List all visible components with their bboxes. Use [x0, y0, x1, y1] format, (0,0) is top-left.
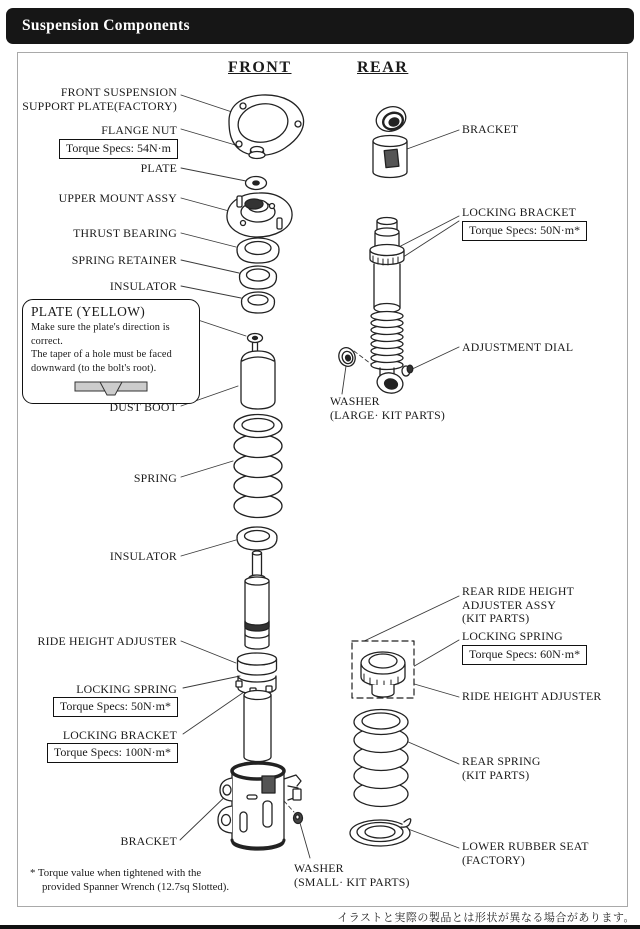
label-flange-nut: FLANGE NUT	[101, 123, 177, 137]
label-bracket-front: BRACKET	[120, 834, 177, 848]
front-thrust-bearing-art	[237, 238, 279, 263]
label-washer-small: WASHER (SMALL· KIT PARTS)	[294, 861, 410, 889]
rear-spring-art	[354, 710, 408, 807]
label-thrust-bearing: THRUST BEARING	[73, 226, 177, 240]
torque-box-locking-bracket-rear: Torque Specs: 50N·m*	[462, 221, 587, 241]
front-washer-small-art	[294, 813, 303, 824]
torque-box-locking-bracket-front: Torque Specs: 100N·m*	[47, 743, 178, 763]
label-ride-height-adjuster-front: RIDE HEIGHT ADJUSTER	[37, 634, 177, 648]
torque-box-flange-nut: Torque Specs: 54N·m	[59, 139, 178, 159]
rear-shock-art	[370, 218, 413, 396]
label-insulator-upper: INSULATOR	[109, 279, 177, 293]
torque-box-locking-spring-rear: Torque Specs: 60N·m*	[462, 645, 587, 665]
front-support-plate-art	[229, 95, 304, 156]
front-spring-retainer-art	[240, 266, 277, 289]
label-upper-mount: UPPER MOUNT ASSY	[58, 191, 177, 205]
rear-bracket-art	[373, 103, 409, 178]
label-front-support-plate: FRONT SUSPENSION SUPPORT PLATE(FACTORY)	[22, 85, 177, 113]
note-box-text-1: Make sure the plate's direction is correct.	[31, 322, 170, 347]
footnote: * Torque value when tightened with the provided Spanner Wrench (12.7sq Slotted).	[30, 867, 230, 893]
column-header-rear: REAR	[357, 59, 409, 76]
bottom-divider-bar	[0, 925, 640, 929]
front-upper-mount-art	[227, 193, 292, 237]
front-insulator-upper-art	[242, 292, 275, 313]
label-adjustment-dial: ADJUSTMENT DIAL	[462, 340, 574, 354]
front-insulator-lower-art	[237, 527, 277, 550]
note-box-plate-yellow	[22, 299, 200, 404]
label-rear-spring: REAR SPRING (KIT PARTS)	[462, 754, 541, 782]
page-title: Suspension Components	[22, 17, 190, 34]
label-spring-retainer: SPRING RETAINER	[71, 253, 177, 267]
rear-rubber-seat-art	[350, 819, 411, 846]
rear-washer-large-art	[336, 345, 358, 368]
rear-adjuster-assy-art	[352, 641, 414, 698]
plate-cross-section-icon	[74, 380, 148, 397]
label-insulator-lower: INSULATOR	[109, 549, 177, 563]
front-dust-boot-art	[241, 351, 275, 409]
leader-lines	[180, 95, 459, 858]
label-spring: SPRING	[133, 471, 177, 485]
label-lower-rubber-seat: LOWER RUBBER SEAT (FACTORY)	[462, 839, 589, 867]
note-box-title: PLATE (YELLOW)	[31, 304, 146, 319]
note-box-text-2: The taper of a hole must be faced downward (to the bolt's root).	[31, 349, 172, 374]
label-washer-large: WASHER (LARGE· KIT PARTS)	[330, 394, 445, 422]
torque-box-locking-spring-front: Torque Specs: 50N·m*	[53, 697, 178, 717]
front-flange-nut-art	[249, 147, 265, 159]
front-plate-art	[246, 177, 267, 190]
label-locking-spring-rear: LOCKING SPRING	[462, 629, 563, 643]
jp-disclaimer-note: イラストと実際の製品とは形状が異なる場合があります。	[337, 911, 635, 924]
label-dust-boot: DUST BOOT	[109, 400, 177, 414]
label-locking-bracket-rear: LOCKING BRACKET	[462, 205, 577, 219]
label-plate: PLATE	[140, 161, 177, 175]
label-bracket-rear: BRACKET	[462, 122, 519, 136]
front-strut-art	[236, 551, 277, 762]
column-header-front: FRONT	[228, 59, 292, 76]
label-locking-bracket-front: LOCKING BRACKET	[62, 728, 177, 742]
label-rear-adjuster-assy: REAR RIDE HEIGHT ADJUSTER ASSY (KIT PARTS)	[462, 584, 574, 625]
label-locking-spring-front: LOCKING SPRING	[76, 682, 177, 696]
front-spring-art	[234, 415, 282, 518]
label-ride-height-adjuster-rear: RIDE HEIGHT ADJUSTER	[462, 689, 602, 703]
